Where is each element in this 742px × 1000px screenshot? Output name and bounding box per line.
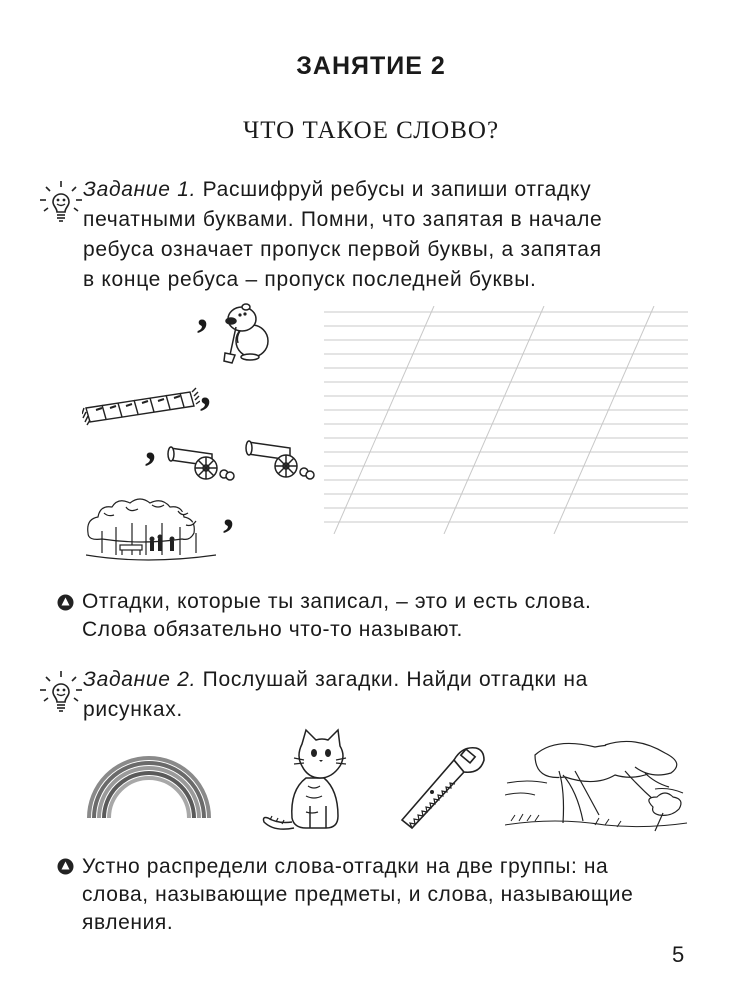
rebus-comma: ,: [145, 420, 156, 469]
task1-line-2: печатными буквами. Помни, что запятая в начале: [83, 208, 603, 231]
note2-text: [82, 853, 694, 937]
mole-with-shovel-picture: [216, 297, 272, 365]
park-trees-picture: [86, 493, 216, 563]
rebus-comma: ,: [223, 487, 234, 536]
lightbulb-icon: [38, 178, 84, 224]
topic-title: ЧТО ТАКОЕ СЛОВО?: [242, 117, 500, 144]
note2-line-3: явления.: [82, 911, 174, 934]
rebus-comma: ,: [197, 287, 208, 336]
note2-line-2: слова, называющие предметы, и слова, называющие: [82, 883, 634, 906]
page-number: 5: [672, 942, 685, 967]
task1-line-1: Расшифруй ребусы и запиши отгадку: [202, 178, 592, 201]
writing-grid[interactable]: [324, 306, 688, 534]
attention-icon: [57, 594, 74, 611]
task1-label: Задание 1.: [83, 178, 197, 201]
cannons-picture: [166, 432, 318, 482]
task1-line-3: ребуса означает пропуск первой буквы, а запятая: [83, 238, 602, 261]
attention-icon: [57, 858, 74, 875]
task1-text: [83, 175, 688, 295]
rainbow-picture: [83, 752, 215, 822]
wind-trees-picture: [505, 735, 688, 835]
saw-picture: [398, 740, 488, 830]
task2-line-2: рисунках.: [83, 698, 183, 721]
note2-line-1: Устно распредели слова-отгадки на две группы: на: [82, 855, 609, 878]
lightbulb-icon: [38, 668, 84, 714]
cat-picture: [262, 726, 358, 834]
task2-line-1: Послушай загадки. Найди отгадки на: [202, 668, 589, 691]
lesson-title: ЗАНЯТИЕ 2: [296, 52, 446, 80]
task2-text: [83, 665, 688, 725]
note1-text: [82, 588, 694, 644]
note1-line-1: Отгадки, которые ты записал, – это и есть слова.: [82, 590, 592, 613]
task2-label: Задание 2.: [83, 668, 197, 691]
task1-line-4: в конце ребуса – пропуск последней буквы.: [83, 268, 537, 291]
note1-line-2: Слова обязательно что-то называют.: [82, 618, 463, 641]
scarf-picture: [82, 384, 200, 426]
rebus-comma: ,: [200, 365, 211, 414]
